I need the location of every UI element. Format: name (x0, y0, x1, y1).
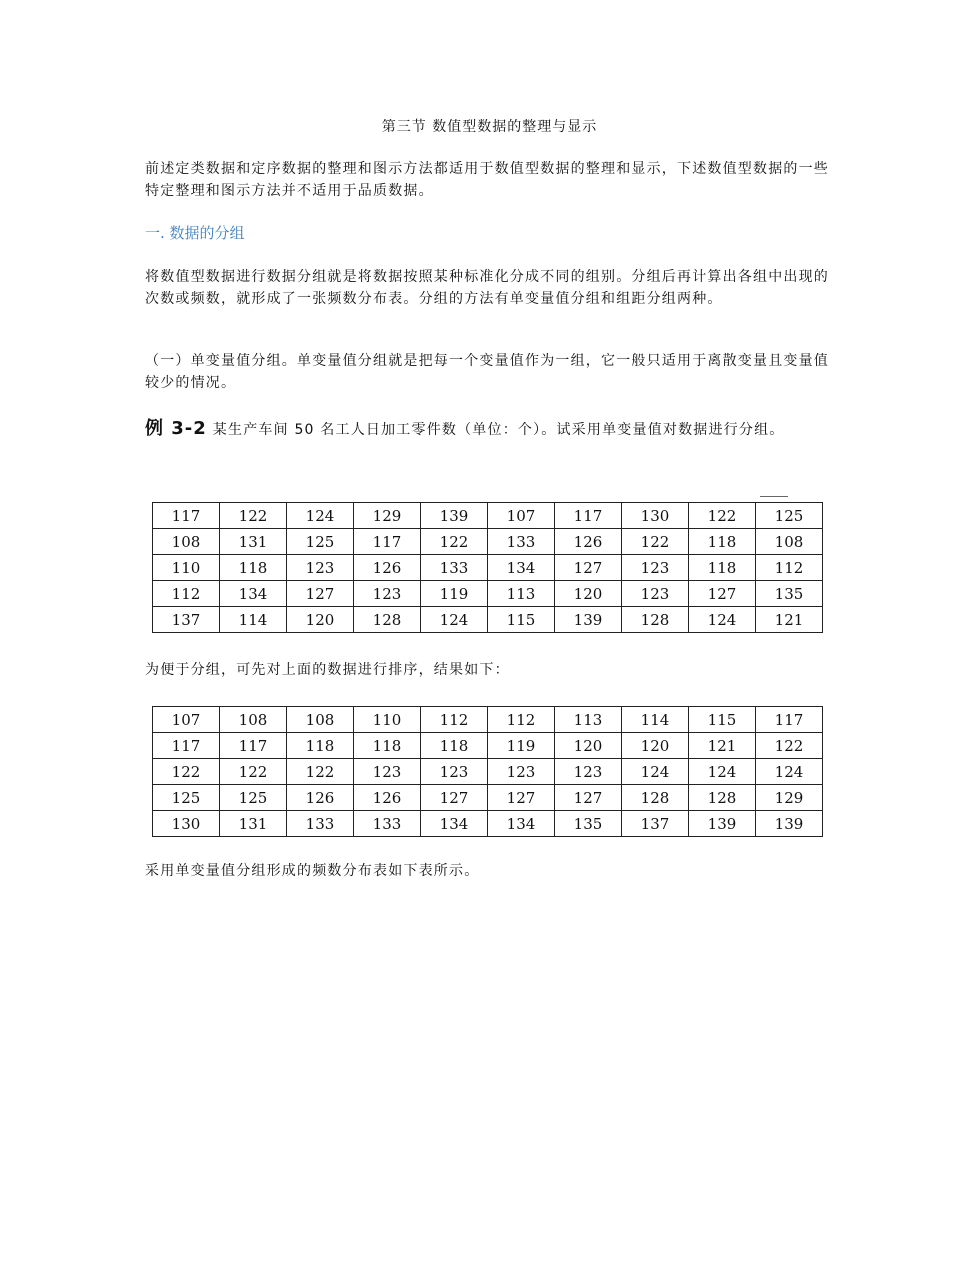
table-cell: 126 (354, 785, 421, 811)
table-cell: 123 (287, 555, 354, 581)
table-cell: 130 (153, 811, 220, 837)
table-cell: 134 (421, 811, 488, 837)
table-cell: 118 (220, 555, 287, 581)
table-cell: 119 (421, 581, 488, 607)
table-cell: 122 (622, 529, 689, 555)
table-cell: 122 (689, 503, 756, 529)
table-cell: 124 (689, 607, 756, 633)
table-cell: 107 (153, 707, 220, 733)
table-cell: 118 (689, 555, 756, 581)
table-cell: 125 (756, 503, 823, 529)
table-cell: 137 (153, 607, 220, 633)
table-cell: 133 (488, 529, 555, 555)
table-cell: 128 (354, 607, 421, 633)
table-cell: 130 (622, 503, 689, 529)
table-cell: 134 (488, 555, 555, 581)
table-cell: 122 (153, 759, 220, 785)
table-cell: 122 (756, 733, 823, 759)
table-cell: 110 (354, 707, 421, 733)
table-cell: 124 (287, 503, 354, 529)
table-cell: 108 (220, 707, 287, 733)
single-value-grouping-description: （一）单变量值分组。单变量值分组就是把每一个变量值作为一组，它一般只适用于离散变量且变量值较少的情况。 (145, 353, 829, 391)
table-row (153, 811, 823, 837)
table-cell: 113 (555, 707, 622, 733)
table-cell: 114 (622, 707, 689, 733)
table-cell: 124 (421, 607, 488, 633)
table-cell: 120 (622, 733, 689, 759)
table-cell: 126 (287, 785, 354, 811)
table-cell: 124 (689, 759, 756, 785)
table-cell: 125 (287, 529, 354, 555)
table-cell: 135 (756, 581, 823, 607)
table-cell: 123 (622, 581, 689, 607)
table-cell: 117 (354, 529, 421, 555)
section-title: 第三节 数值型数据的整理与显示 (381, 119, 598, 135)
table-cell: 122 (287, 759, 354, 785)
raw-data-table (152, 502, 823, 633)
table-row (153, 707, 823, 733)
table-cell: 115 (488, 607, 555, 633)
table-cell: 123 (354, 759, 421, 785)
table-cell: 127 (287, 581, 354, 607)
table-cell: 112 (756, 555, 823, 581)
table-cell: 129 (354, 503, 421, 529)
table-cell: 128 (622, 785, 689, 811)
table-cell: 126 (354, 555, 421, 581)
table-row (153, 555, 823, 581)
table-cell: 113 (488, 581, 555, 607)
table-cell: 139 (756, 811, 823, 837)
table-cell: 112 (488, 707, 555, 733)
table-cell: 117 (153, 733, 220, 759)
table-cell: 119 (488, 733, 555, 759)
table-cell: 117 (555, 503, 622, 529)
closing-note: 采用单变量值分组形成的频数分布表如下表所示。 (145, 863, 480, 879)
sorted-data-table (152, 706, 823, 837)
table-row (153, 581, 823, 607)
intro-paragraph: 前述定类数据和定序数据的整理和图示方法都适用于数值型数据的整理和显示，下述数值型数据的一些特定整理和图示方法并不适用于品质数据。 (145, 161, 829, 199)
table-cell: 122 (220, 503, 287, 529)
table-cell: 131 (220, 811, 287, 837)
sort-note: 为便于分组，可先对上面的数据进行排序，结果如下： (145, 662, 510, 678)
table-cell: 107 (488, 503, 555, 529)
table-cell: 129 (756, 785, 823, 811)
table-cell: 117 (756, 707, 823, 733)
table-cell: 118 (689, 529, 756, 555)
table-cell: 120 (555, 733, 622, 759)
table-cell: 127 (421, 785, 488, 811)
table-cell: 127 (689, 581, 756, 607)
table-cell: 133 (354, 811, 421, 837)
table-cell: 114 (220, 607, 287, 633)
table-cell: 117 (220, 733, 287, 759)
table-cell: 108 (287, 707, 354, 733)
table-cell: 118 (354, 733, 421, 759)
table-cell: 131 (220, 529, 287, 555)
table-cell: 139 (421, 503, 488, 529)
table-cell: 124 (756, 759, 823, 785)
table-cell: 134 (488, 811, 555, 837)
table-cell: 125 (220, 785, 287, 811)
table-cell: 126 (555, 529, 622, 555)
table-cell: 121 (756, 607, 823, 633)
table-cell: 108 (756, 529, 823, 555)
table-cell: 123 (555, 759, 622, 785)
table-cell: 122 (220, 759, 287, 785)
table-cell: 128 (689, 785, 756, 811)
table-cell: 108 (153, 529, 220, 555)
table-cell: 123 (622, 555, 689, 581)
table-cell: 118 (287, 733, 354, 759)
table-cell: 133 (287, 811, 354, 837)
table-cell: 120 (287, 607, 354, 633)
table-cell: 112 (421, 707, 488, 733)
table-row (153, 785, 823, 811)
table-cell: 139 (689, 811, 756, 837)
grouping-description: 将数值型数据进行数据分组就是将数据按照某种标准化分成不同的组别。分组后再计算出各组中出现的次数或频数，就形成了一张频数分布表。分组的方法有单变量值分组和组距分组两种。 (145, 269, 829, 307)
heading-data-grouping: 一. 数据的分组 (145, 224, 245, 242)
table-cell: 110 (153, 555, 220, 581)
table-cell: 135 (555, 811, 622, 837)
stray-line (760, 496, 788, 497)
table-cell: 134 (220, 581, 287, 607)
table-cell: 121 (689, 733, 756, 759)
table-cell: 133 (421, 555, 488, 581)
table-row (153, 503, 823, 529)
table-row (153, 733, 823, 759)
table-row (153, 607, 823, 633)
table-cell: 137 (622, 811, 689, 837)
table-cell: 127 (488, 785, 555, 811)
table-cell: 122 (421, 529, 488, 555)
table-cell: 123 (421, 759, 488, 785)
example-text: 某生产车间 50 名工人日加工零件数（单位：个）。试采用单变量值对数据进行分组。 (212, 422, 785, 438)
table-cell: 120 (555, 581, 622, 607)
table-cell: 124 (622, 759, 689, 785)
table-cell: 112 (153, 581, 220, 607)
table-cell: 117 (153, 503, 220, 529)
table-cell: 115 (689, 707, 756, 733)
table-row (153, 759, 823, 785)
table-cell: 125 (153, 785, 220, 811)
table-cell: 118 (421, 733, 488, 759)
table-cell: 123 (354, 581, 421, 607)
table-cell: 128 (622, 607, 689, 633)
example-label: 例 3-2 (145, 418, 207, 439)
table-cell: 127 (555, 785, 622, 811)
table-row (153, 529, 823, 555)
table-cell: 123 (488, 759, 555, 785)
example-block (145, 418, 829, 441)
table-cell: 127 (555, 555, 622, 581)
table-cell: 139 (555, 607, 622, 633)
